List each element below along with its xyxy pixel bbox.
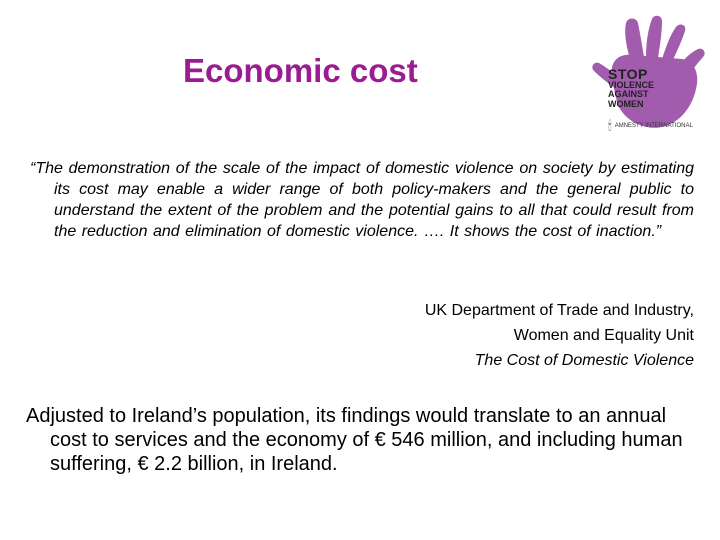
amnesty-org-text: AMNESTY INTERNATIONAL [614, 122, 693, 129]
slide-title: Economic cost [183, 52, 418, 89]
quote-attribution [425, 298, 694, 373]
logo-line-2: AGAINST [608, 89, 649, 100]
amnesty-mark [608, 119, 693, 132]
quote-text: “The demonstration of the scale of the impact of domestic violence on society by estimating its cost may enable a wider range of both policy-makers and the general public to understand the extent of the problem and the potential gains to all that could result from the reduction and elimination of domestic violence. …. It shows the cost of inaction.” [30, 160, 694, 240]
stop-violence-against-women-logo [590, 15, 712, 140]
logo-stop-text: STOP [608, 66, 648, 82]
summary-text: Adjusted to Ireland’s population, its findings would translate to an annual cost to services and the economy of € 546 million, and including human suffering, € 2.2 billion, in Ireland. [26, 405, 683, 475]
attribution-line-1: UK Department of Trade and Industry, [424, 302, 694, 319]
attribution-line-2: Women and Equality Unit [513, 327, 694, 344]
logo-text [608, 67, 654, 109]
attribution-source-title: The Cost of Domestic Violence [474, 352, 694, 369]
candle-icon: 🕯 [608, 118, 612, 133]
logo-line-3: WOMEN [608, 98, 644, 109]
logo-line-1: VIOLENCE [608, 80, 655, 90]
